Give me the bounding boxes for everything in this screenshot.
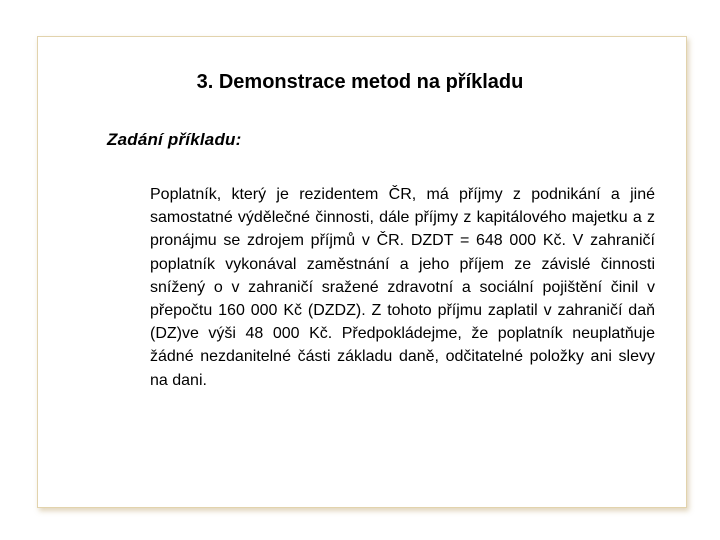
- slide-title: 3. Demonstrace metod na příkladu: [196, 71, 524, 93]
- slide-body-text: Poplatník, který je rezidentem ČR, má příjmy z podnikání a jiné samostatné výdělečné činnosti, dále příjmy z kapitálového majetku a z pronájmu se zdrojem příjmů v ČR. DZDT = 648 000 Kč. V zahraničí poplatník vykonával zaměstnání a jeho příjem ze závislé činnosti snížený o v zahraničí sražené zdravotní a sociální pojištění činil v přepočtu 160 000 Kč (DZDZ). Z tohoto příjmu zaplatil v zahraničí daň (DZ)ve výši 48 000 Kč. Předpokládejme, že poplatník neuplatňuje žádné nezdanitelné části základu daně, odčitatelné položky ani slevy na dani.: [150, 186, 655, 389]
- slide-subtitle: Zadání příkladu:: [107, 130, 242, 149]
